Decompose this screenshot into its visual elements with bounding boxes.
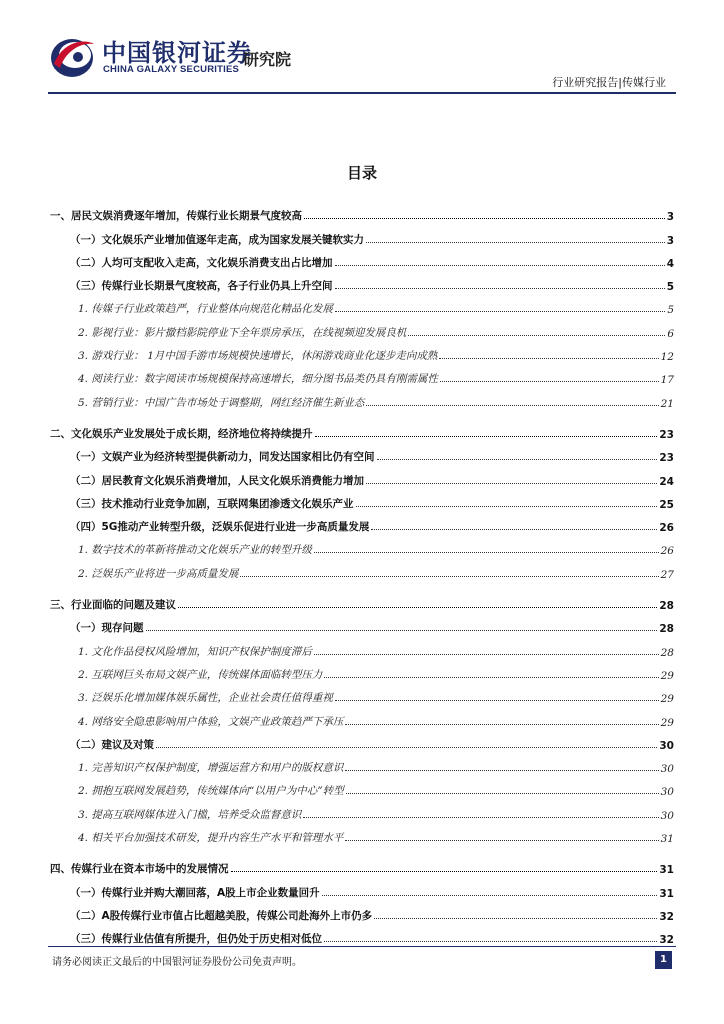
toc-leader-dots <box>231 871 658 872</box>
toc-entry-label: （一）现存问题 <box>70 622 144 635</box>
toc-entry-label: 四、传媒行业在资本市场中的发展情况 <box>50 863 229 876</box>
toc-entry-page: 25 <box>659 498 674 511</box>
toc-entry-page: 29 <box>660 669 674 682</box>
toc-leader-dots <box>345 770 658 771</box>
toc-entry-page: 31 <box>660 833 674 846</box>
toc-entry-level-3[interactable] <box>50 386 674 409</box>
toc-leader-dots <box>439 358 658 359</box>
toc-leader-dots <box>335 265 665 266</box>
company-name-cn: 中国银河证券 <box>102 39 252 67</box>
toc-entry-page: 27 <box>660 568 674 581</box>
toc-entry-level-3[interactable] <box>50 316 674 339</box>
toc-entry-level-1[interactable] <box>50 853 674 876</box>
toc-entry-label: （三）传媒行业长期景气度较高，各子行业仍具上升空间 <box>70 280 333 293</box>
toc-entry-level-2[interactable] <box>50 270 674 293</box>
toc-leader-dots <box>377 459 658 460</box>
toc-entry-label: 3. 游戏行业： 1月中国手游市场规模快速增长，休闲游戏商业化逐步走向成熟 <box>78 350 438 363</box>
toc-entry-label: （二）建议及对策 <box>70 738 154 751</box>
toc-entry-label: 1. 传媒子行业政策趋严，行业整体向规范化精品化发展 <box>78 303 333 316</box>
toc-entry-page: 21 <box>660 397 674 410</box>
toc-entry-page: 26 <box>659 522 674 535</box>
toc-entry-level-2[interactable] <box>50 511 674 534</box>
company-name-en: CHINA GALAXY SECURITIES <box>103 64 240 75</box>
toc-entry-page: 23 <box>659 452 674 465</box>
toc-entry-label: 1. 完善知识产权保护制度，增强运营方和用户的版权意识 <box>78 762 344 775</box>
toc-entry-level-3[interactable] <box>50 534 674 557</box>
toc-entry-level-1[interactable] <box>50 418 674 441</box>
toc-entry-label: 4. 网络安全隐患影响用户体验，文娱产业政策趋严下承压 <box>78 715 344 728</box>
toc-leader-dots <box>240 576 658 577</box>
toc-entry-level-2[interactable] <box>50 464 674 487</box>
toc-leader-dots <box>346 793 659 794</box>
toc-entry-label: 1. 数字技术的革新将推动文化娱乐产业的转型升级 <box>78 544 312 557</box>
toc-leader-dots <box>304 218 665 219</box>
toc-leader-dots <box>178 607 657 608</box>
page-number: 1 <box>655 951 672 969</box>
toc-entry-page: 5 <box>666 281 674 294</box>
toc-entry-page: 28 <box>660 646 674 659</box>
toc-entry-label: （二）人均可支配收入走高，文化娱乐消费支出占比增加 <box>70 256 333 269</box>
toc-entry-level-3[interactable] <box>50 798 674 821</box>
department-name: 研究院 <box>243 50 292 69</box>
toc-entry-label: 3. 泛娱乐化增加媒体娱乐属性，企业社会责任值得重视 <box>78 692 333 705</box>
toc-leader-dots <box>314 654 659 655</box>
toc-leader-dots <box>356 506 658 507</box>
toc-section-gap <box>50 410 674 418</box>
toc-entry-level-2[interactable] <box>50 441 674 464</box>
toc-entry-page: 31 <box>659 887 674 900</box>
toc-entry-label: 2. 拥抱互联网发展趋势，传统媒体向“以用户为中心”转型 <box>78 785 344 798</box>
toc-entry-label: 4. 相关平台加强技术研发，提升内容生产水平和管理水平 <box>78 832 344 845</box>
header-divider <box>48 92 676 94</box>
toc-entry-page: 32 <box>659 934 674 947</box>
toc-section-gap <box>50 581 674 589</box>
toc-entry-level-3[interactable] <box>50 705 674 728</box>
toc-entry-level-3[interactable] <box>50 775 674 798</box>
toc-entry-level-3[interactable] <box>50 557 674 580</box>
toc-leader-dots <box>366 483 657 484</box>
toc-entry-label: （三）传媒行业估值有所提升，但仍处于历史相对低位 <box>70 933 322 946</box>
toc-entry-page: 4 <box>666 257 674 270</box>
toc-entry-page: 5 <box>667 304 674 317</box>
toc-entry-level-3[interactable] <box>50 635 674 658</box>
toc-entry-level-3[interactable] <box>50 293 674 316</box>
toc-entry-level-2[interactable] <box>50 876 674 899</box>
toc-entry-level-3[interactable] <box>50 659 674 682</box>
toc-leader-dots <box>345 724 658 725</box>
toc-entry-label: 2. 互联网巨头布局文娱产业，传统媒体面临转型压力 <box>78 668 323 681</box>
toc-entry-page: 24 <box>659 475 674 488</box>
toc-leader-dots <box>335 700 659 701</box>
toc-entry-label: 4. 阅读行业：数字阅读市场规模保持高速增长，细分图书品类仍具有刚需属性 <box>78 373 438 386</box>
toc-leader-dots <box>322 895 658 896</box>
toc-entry-level-3[interactable] <box>50 822 674 845</box>
toc-leader-dots <box>440 381 659 382</box>
toc-entry-page: 3 <box>666 234 674 247</box>
toc-entry-level-2[interactable] <box>50 488 674 511</box>
toc-entry-label: 二、文化娱乐产业发展处于成长期，经济地位将持续提升 <box>50 427 313 440</box>
toc-entry-label: （一）文娱产业为经济转型提供新动力，同发达国家相比仍有空间 <box>70 451 375 464</box>
toc-entry-label: 2. 泛娱乐产业将进一步高质量发展 <box>78 567 239 580</box>
toc-entry-level-1[interactable] <box>50 200 674 223</box>
toc-leader-dots <box>366 242 665 243</box>
toc-entry-label: （四）5G推动产业转型升级，泛娱乐促进行业进一步高质量发展 <box>70 521 370 534</box>
toc-leader-dots <box>335 288 665 289</box>
toc-leader-dots <box>146 630 658 631</box>
footer-disclaimer: 请务必阅读正文最后的中国银河证券股份公司免责声明。 <box>52 957 302 968</box>
toc-leader-dots <box>366 405 658 406</box>
toc-entry-label: 2. 影视行业：影片撤档影院停业下全年票房承压，在线视频迎发展良机 <box>78 326 407 339</box>
toc-entry-page: 30 <box>660 809 674 822</box>
toc-entry-page: 17 <box>660 374 674 387</box>
toc-entry-label: （二）A股传媒行业市值占比超越美股，传媒公司赴海外上市仍多 <box>70 909 373 922</box>
toc-entry-page: 32 <box>659 910 674 923</box>
report-type: 行业研究报告|传媒行业 <box>552 76 666 89</box>
toc-entry-page: 30 <box>660 786 674 799</box>
toc-entry-level-2[interactable] <box>50 247 674 270</box>
toc-entry-page: 29 <box>660 693 674 706</box>
toc-entry-level-2[interactable] <box>50 729 674 752</box>
toc-entry-page: 30 <box>660 763 674 776</box>
toc-entry-label: （一）文化娱乐产业增加值逐年走高，成为国家发展关键软实力 <box>70 233 364 246</box>
toc-entry-label: （三）技术推动行业竞争加剧，互联网集团渗透文化娱乐产业 <box>70 497 354 510</box>
toc-entry-label: 三、行业面临的问题及建议 <box>50 599 176 612</box>
toc-entry-level-2[interactable] <box>50 223 674 246</box>
toc-entry-label: 5. 营销行业：中国广告市场处于调整期，网红经济催生新业态 <box>78 396 365 409</box>
toc-entry-level-2[interactable] <box>50 612 674 635</box>
toc-entry-page: 28 <box>659 600 674 613</box>
footer-divider <box>48 946 676 947</box>
toc-leader-dots <box>324 941 657 942</box>
toc-entry-level-3[interactable] <box>50 340 674 363</box>
toc-entry-level-3[interactable] <box>50 752 674 775</box>
toc-leader-dots <box>315 436 658 437</box>
toc-leader-dots <box>324 677 658 678</box>
toc-leader-dots <box>408 335 665 336</box>
toc-entry-level-3[interactable] <box>50 363 674 386</box>
toc-leader-dots <box>374 918 657 919</box>
toc-entry-page: 12 <box>660 351 674 364</box>
toc-entry-label: 3. 提高互联网媒体进入门槛，培养受众监督意识 <box>78 808 302 821</box>
toc-entry-level-2[interactable] <box>50 923 674 946</box>
toc-entry-page: 29 <box>660 716 674 729</box>
toc-entry-page: 3 <box>666 211 674 224</box>
toc-leader-dots <box>345 840 658 841</box>
toc-entry-page: 28 <box>659 623 674 636</box>
page-header <box>0 0 724 96</box>
table-of-contents <box>50 200 674 946</box>
toc-entry-page: 6 <box>667 327 674 340</box>
toc-entry-label: （一）传媒行业并购大潮回落，A股上市企业数量回升 <box>70 886 320 899</box>
toc-leader-dots <box>335 311 665 312</box>
toc-leader-dots <box>156 747 657 748</box>
toc-leader-dots <box>303 817 658 818</box>
toc-entry-label: 一、居民文娱消费逐年增加，传媒行业长期景气度较高 <box>50 210 302 223</box>
toc-entry-page: 30 <box>659 739 674 752</box>
toc-entry-page: 23 <box>659 428 674 441</box>
toc-leader-dots <box>314 552 659 553</box>
toc-entry-page: 26 <box>660 545 674 558</box>
toc-leader-dots <box>371 529 657 530</box>
toc-entry-page: 31 <box>659 864 674 877</box>
toc-section-gap <box>50 845 674 853</box>
galaxy-logo-icon <box>48 34 96 80</box>
toc-entry-level-3[interactable] <box>50 682 674 705</box>
toc-entry-label: 1. 文化作品侵权风险增加，知识产权保护制度滞后 <box>78 645 312 658</box>
toc-entry-level-1[interactable] <box>50 589 674 612</box>
toc-entry-label: （二）居民教育文化娱乐消费增加，人民文化娱乐消费能力增加 <box>70 474 364 487</box>
toc-entry-level-2[interactable] <box>50 900 674 923</box>
toc-title: 目录 <box>346 164 377 182</box>
